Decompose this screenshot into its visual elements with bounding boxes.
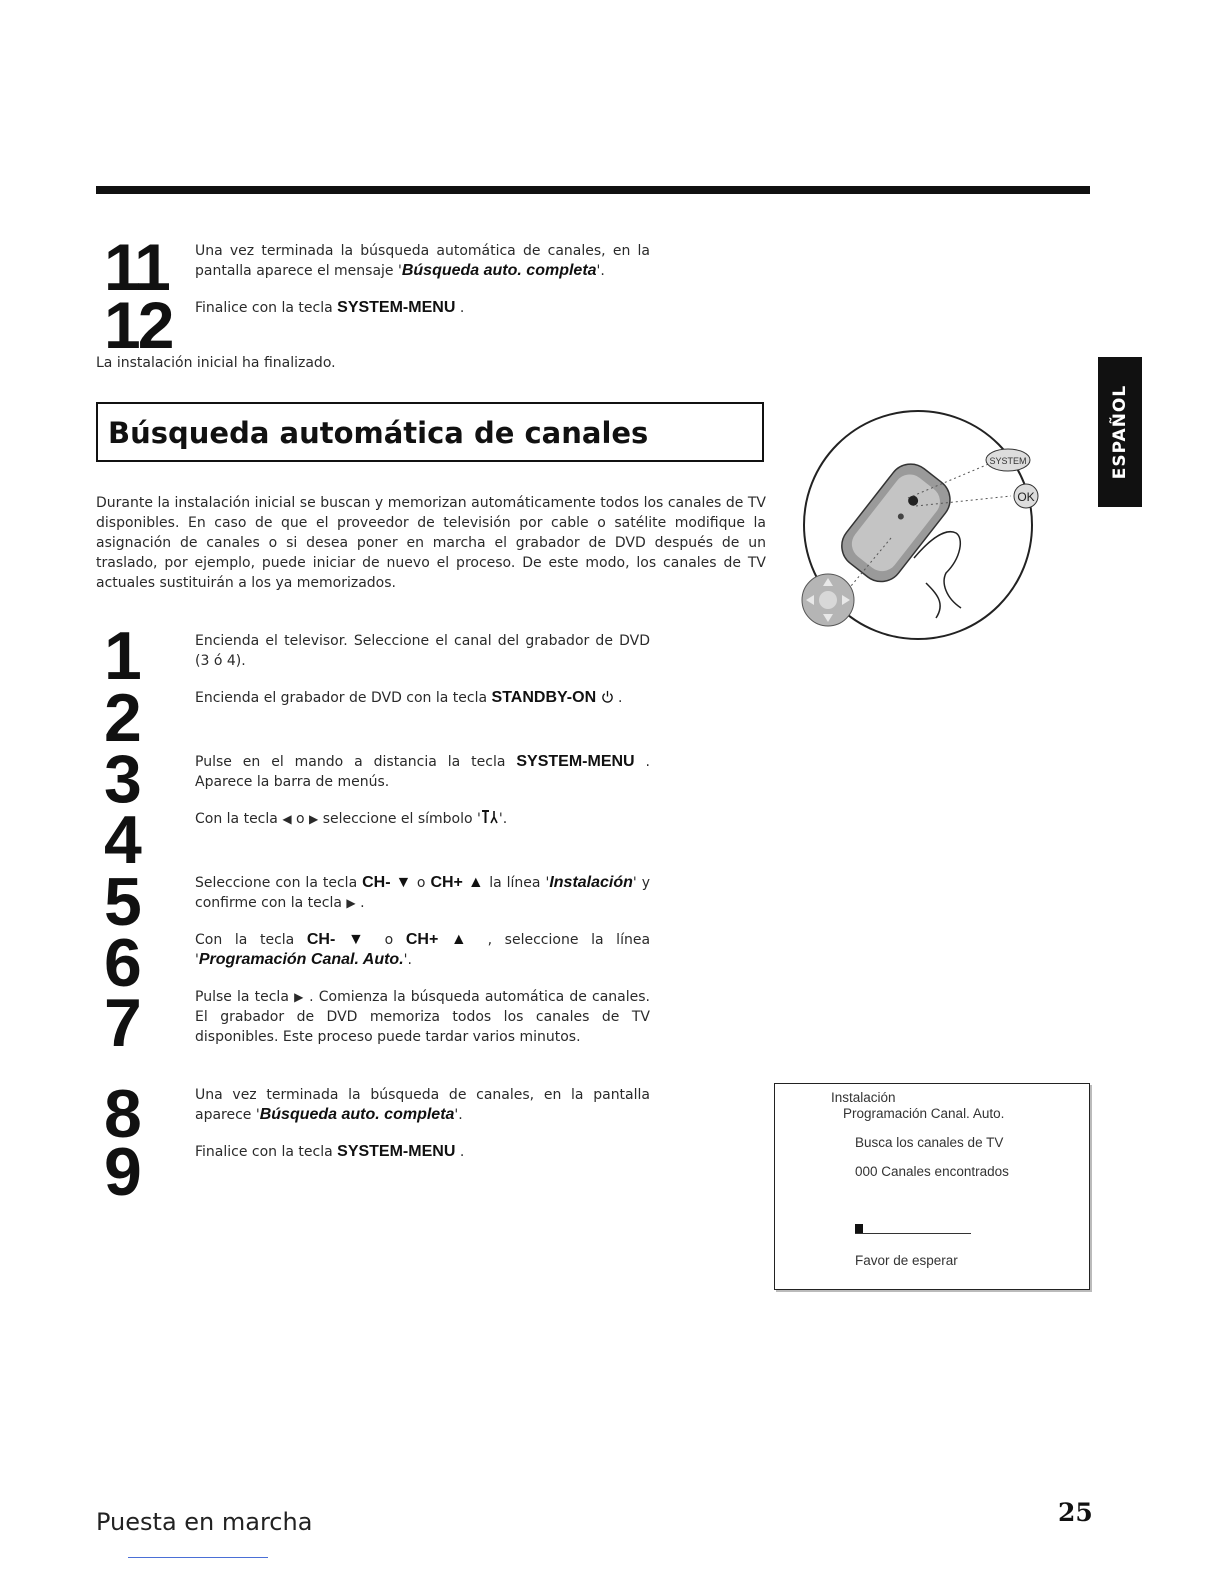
top-rule	[96, 186, 1090, 194]
system-button-label: SYSTEM	[989, 456, 1027, 466]
language-tab: ESPAÑOL	[1098, 357, 1142, 507]
intro-paragraph: Durante la instalación inicial se buscan y memorizan automáticamente todos los canales de TV disponibles. En caso de que el proveedor de televisión por cable o satélite modifique la asignación de canales o si desea poner en marcha el grabador de DVD después de un traslado, por ejemplo, puede iniciar de nuevo el proceso. De este modo, los canales de TV actuales sustituirán a los ya memorizados.	[96, 495, 766, 591]
step-number-4: 4	[104, 802, 139, 878]
progress-fill	[855, 1224, 863, 1233]
step-2-text: Encienda el grabador de DVD con la tecla STANDBY-ON .	[195, 689, 623, 706]
step-5-text: Seleccione con la tecla CH- ▼ o CH+ ▲ la línea 'Instalación' y confirme con la tecla ▶ .	[195, 874, 651, 911]
installation-symbol-icon	[481, 809, 499, 825]
screen-line-searching: Busca los canales de TV	[855, 1135, 1004, 1150]
step-number-3: 3	[104, 741, 139, 817]
dpad-icon	[802, 574, 854, 626]
step-number-2: 2	[104, 680, 139, 756]
screen-line-wait: Favor de esperar	[855, 1253, 958, 1268]
section-title-box	[96, 402, 764, 462]
tv-screen-display	[774, 1083, 1090, 1290]
step-number-12: 12	[104, 288, 172, 362]
screen-line-program: Programación Canal. Auto.	[843, 1106, 1005, 1121]
step-number-5: 5	[104, 864, 139, 940]
step-4-text: Con la tecla ◀ o ▶ seleccione el símbolo ' '.	[195, 811, 508, 827]
step-7-text: Pulse la tecla ▶ . Comienza la búsqueda automática de canales. El grabador de DVD memoriza todos los canales de TV disponibles. Este proceso puede tardar varios minutos.	[195, 989, 650, 1045]
ok-button-label: OK	[1017, 490, 1035, 504]
remote-control-illustration	[796, 408, 1046, 648]
footer-line	[128, 1557, 268, 1558]
step-number-9: 9	[104, 1134, 139, 1210]
screen-line-channels-found: 000 Canales encontrados	[855, 1164, 1009, 1179]
step-6-text: Con la tecla CH- ▼ o CH+ ▲ , seleccione la línea 'Programación Canal. Auto.'.	[195, 931, 651, 968]
step-11-text: Una vez terminada la búsqueda automática de canales, en la pantalla aparece el mensaje 'Búsqueda auto. completa'.	[195, 243, 650, 279]
finish-note: La instalación inicial ha finalizado.	[96, 355, 336, 371]
step-number-11: 11	[104, 230, 168, 304]
step-8-text: Una vez terminada la búsqueda de canales, en la pantalla aparece 'Búsqueda auto. completa'.	[195, 1087, 650, 1123]
step-number-6: 6	[104, 925, 139, 1001]
right-arrow-icon: ▶	[294, 990, 304, 1004]
step-3-text: Pulse en el mando a distancia la tecla SYSTEM-MENU . Aparece la barra de menús.	[195, 753, 650, 790]
progress-bar	[855, 1224, 971, 1234]
step-number-7: 7	[104, 985, 139, 1061]
step-12-text: Finalice con la tecla SYSTEM-MENU .	[195, 299, 465, 316]
right-arrow-icon: ▶	[309, 812, 319, 826]
footer-section-name: Puesta en marcha	[96, 1508, 313, 1536]
step-number-1: 1	[104, 618, 139, 694]
page-number: 25	[1058, 1498, 1093, 1527]
step-9-text: Finalice con la tecla SYSTEM-MENU .	[195, 1143, 465, 1160]
section-title: Búsqueda automática de canales	[108, 416, 649, 450]
left-arrow-icon: ◀	[282, 812, 292, 826]
right-arrow-icon: ▶	[346, 896, 356, 910]
power-icon	[601, 690, 614, 703]
screen-line-installation: Instalación	[831, 1090, 896, 1105]
step-number-8: 8	[104, 1076, 139, 1152]
step-1-text: Encienda el televisor. Seleccione el canal del grabador de DVD (3 ó 4).	[195, 633, 650, 669]
